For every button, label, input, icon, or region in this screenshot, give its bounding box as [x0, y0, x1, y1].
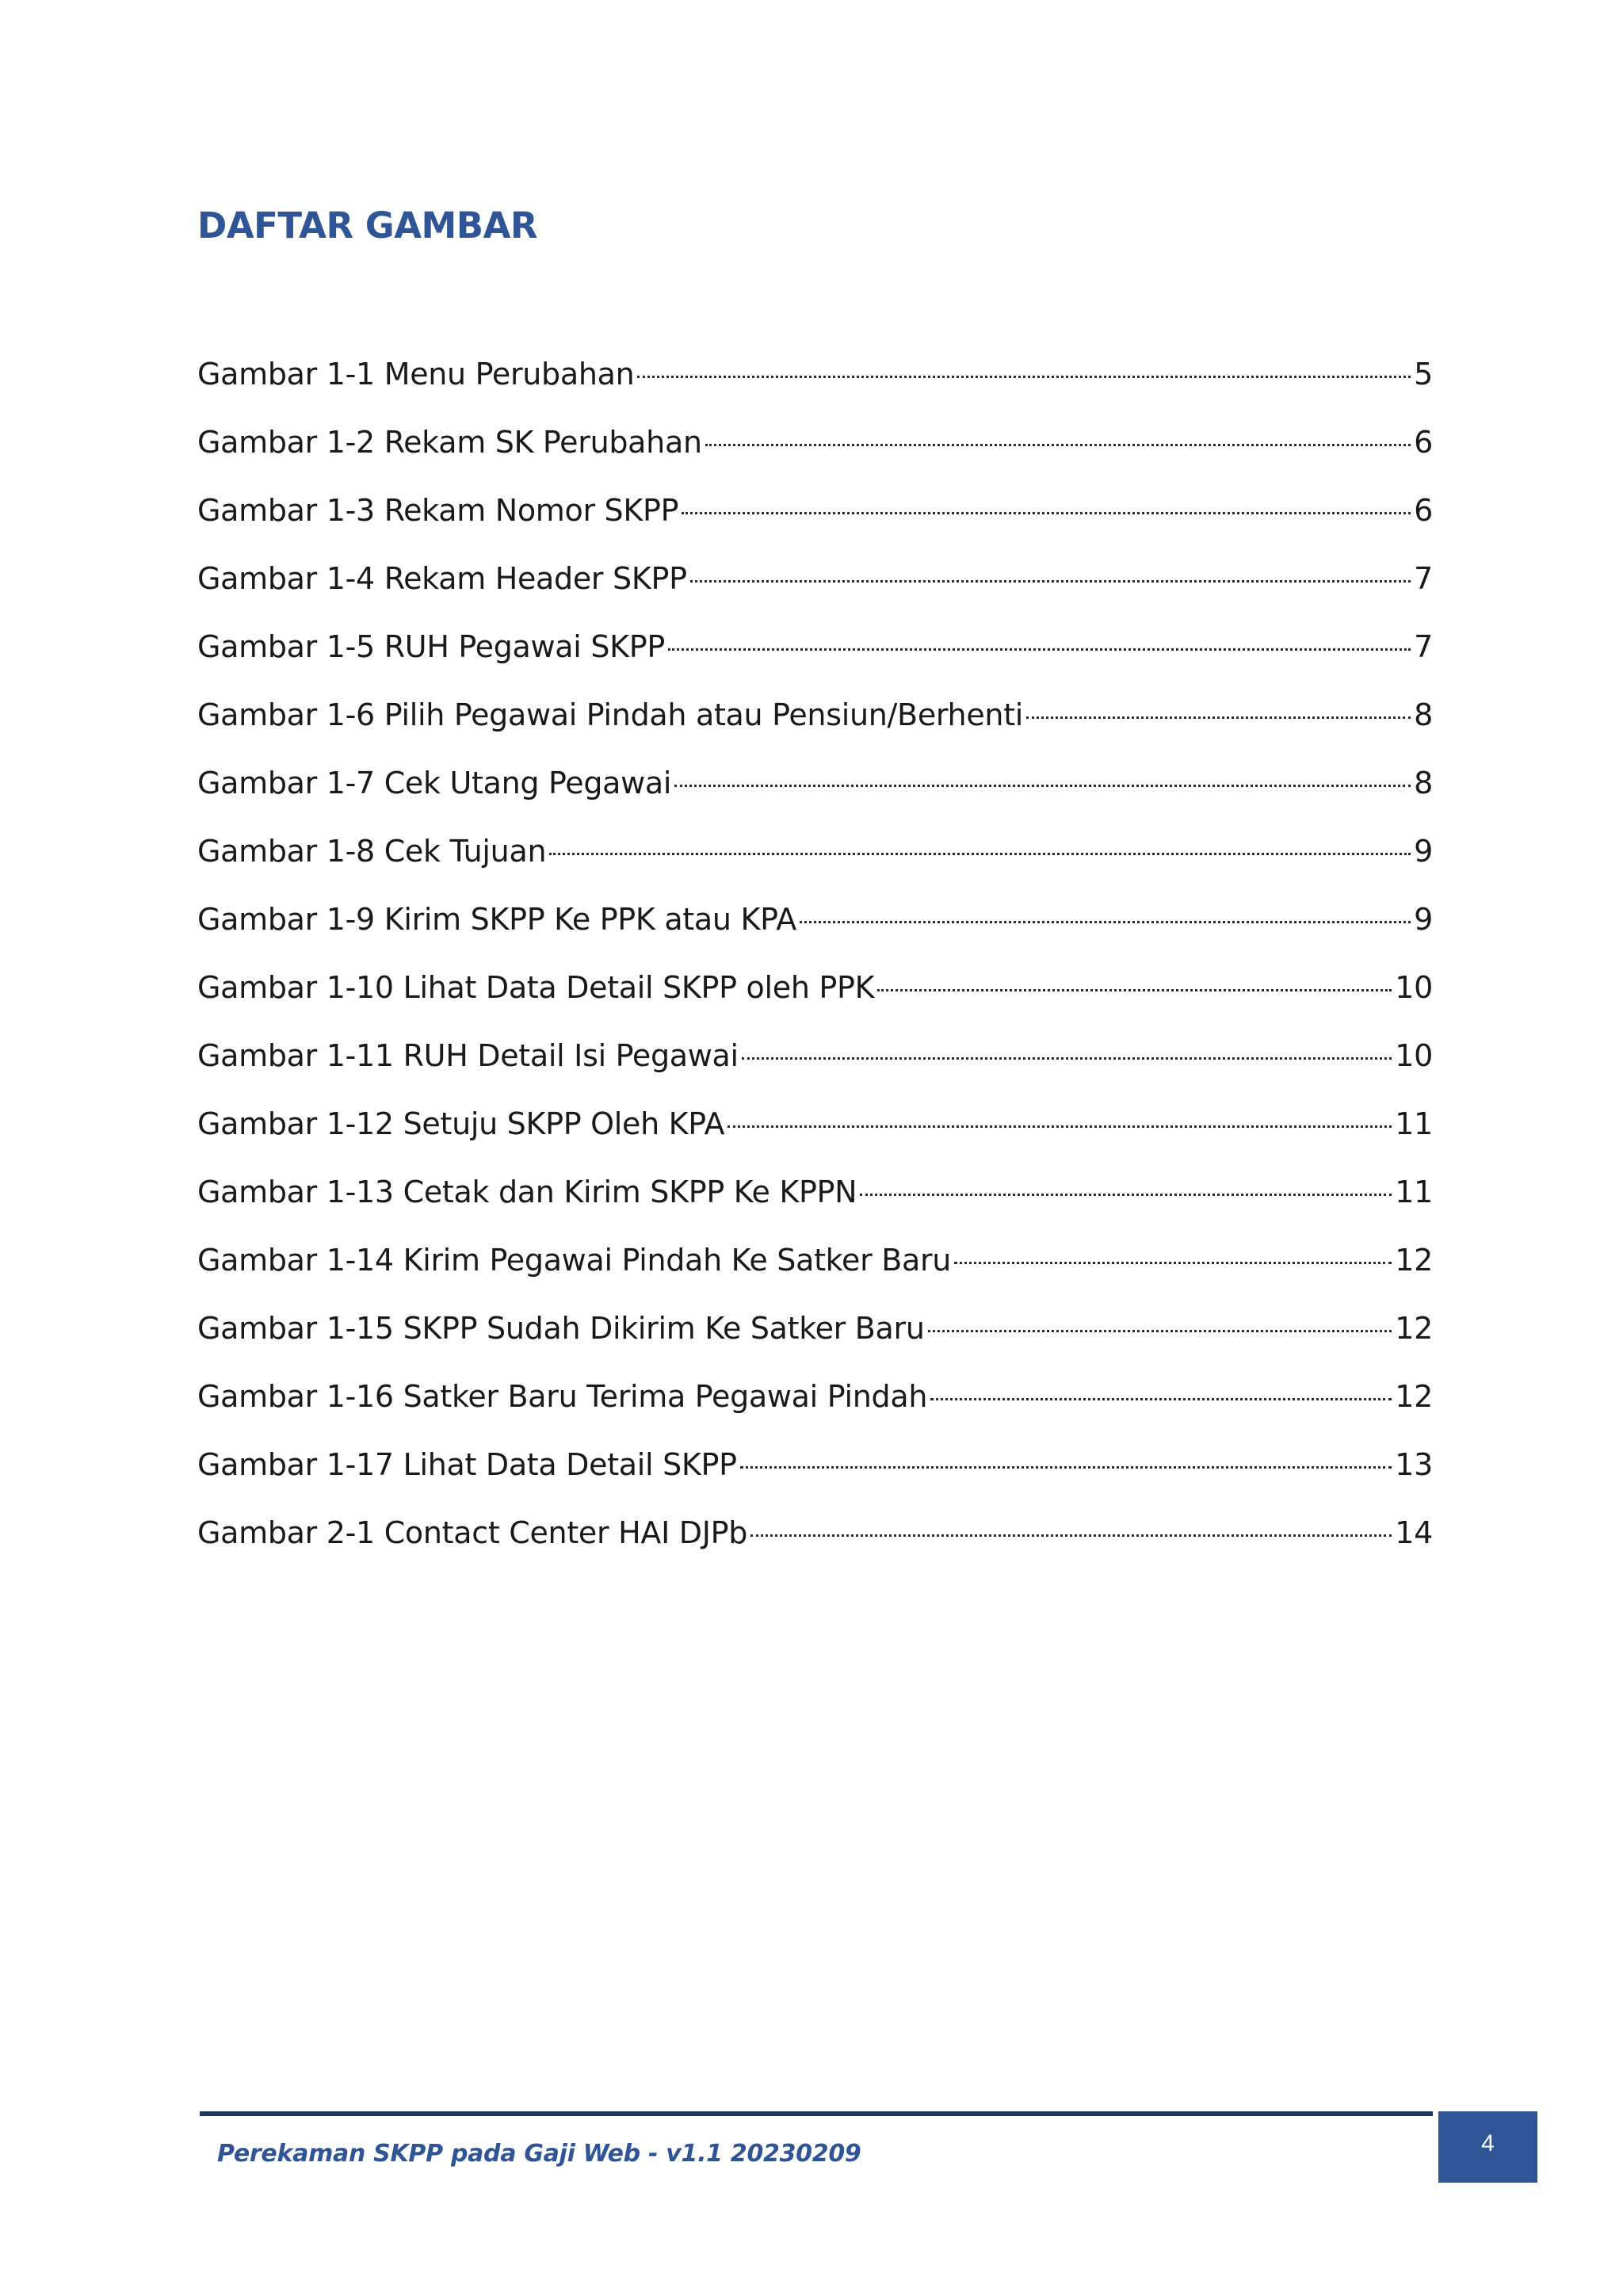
toc-entry[interactable] — [197, 1038, 1433, 1106]
toc-entry[interactable] — [197, 902, 1433, 970]
footer-rule — [200, 2111, 1433, 2116]
footer-text: Perekaman SKPP pada Gaji Web - v1.1 20230209 — [217, 2140, 861, 2168]
dot-leader — [1026, 716, 1411, 719]
page-number: 4 — [1438, 2111, 1537, 2183]
toc-entry[interactable] — [197, 1311, 1433, 1379]
dot-leader — [668, 648, 1411, 651]
toc-entry[interactable] — [197, 970, 1433, 1038]
toc-entry-page: 8 — [1414, 697, 1433, 732]
toc-entry-page: 10 — [1395, 970, 1433, 1005]
dot-leader — [800, 921, 1411, 923]
toc-entry[interactable] — [197, 697, 1433, 766]
toc-entry-label: Gambar 1-17 Lihat Data Detail SKPP — [197, 1447, 737, 1482]
dot-leader — [877, 989, 1392, 991]
toc-entry-page: 11 — [1395, 1175, 1433, 1209]
dot-leader — [750, 1534, 1392, 1537]
page-title: DAFTAR GAMBAR — [197, 204, 538, 246]
toc-entry[interactable] — [197, 1515, 1433, 1584]
dot-leader — [682, 512, 1411, 514]
toc-entry-label: Gambar 1-4 Rekam Header SKPP — [197, 561, 687, 596]
toc-entry-page: 6 — [1414, 493, 1433, 528]
toc-entry-page: 12 — [1395, 1311, 1433, 1346]
toc-entry-label: Gambar 1-15 SKPP Sudah Dikirim Ke Satker Baru — [197, 1311, 925, 1346]
toc-entry[interactable] — [197, 834, 1433, 902]
dot-leader — [742, 1057, 1392, 1060]
toc-entry-page: 9 — [1414, 902, 1433, 937]
toc-entry-page: 9 — [1414, 834, 1433, 869]
toc-entry[interactable] — [197, 1379, 1433, 1447]
dot-leader — [860, 1194, 1392, 1196]
toc-entry-label: Gambar 1-14 Kirim Pegawai Pindah Ke Satker Baru — [197, 1243, 952, 1278]
toc-entry-page: 13 — [1395, 1447, 1433, 1482]
dot-leader — [928, 1330, 1392, 1332]
toc-entry[interactable] — [197, 766, 1433, 834]
toc-entry-page: 8 — [1414, 766, 1433, 800]
toc-entry-page: 6 — [1414, 425, 1433, 460]
toc-entry-label: Gambar 1-1 Menu Perubahan — [197, 357, 635, 392]
toc-entry-label: Gambar 1-9 Kirim SKPP Ke PPK atau KPA — [197, 902, 796, 937]
toc-entry[interactable] — [197, 1243, 1433, 1311]
dot-leader — [954, 1262, 1392, 1264]
toc-entry[interactable] — [197, 1447, 1433, 1515]
toc-entry-label: Gambar 2-1 Contact Center HAI DJPb — [197, 1515, 748, 1550]
toc-entry[interactable] — [197, 425, 1433, 493]
toc-entry-label: Gambar 1-7 Cek Utang Pegawai — [197, 766, 672, 800]
toc-entry-page: 12 — [1395, 1379, 1433, 1414]
toc-entry[interactable] — [197, 561, 1433, 629]
toc-entry-label: Gambar 1-6 Pilih Pegawai Pindah atau Pensiun/Berhenti — [197, 697, 1024, 732]
toc-entry[interactable] — [197, 1175, 1433, 1243]
toc-entry-label: Gambar 1-13 Cetak dan Kirim SKPP Ke KPPN — [197, 1175, 857, 1209]
toc-entry[interactable] — [197, 1106, 1433, 1175]
toc-entry-page: 12 — [1395, 1243, 1433, 1278]
dot-leader — [549, 853, 1411, 855]
toc-entry-label: Gambar 1-8 Cek Tujuan — [197, 834, 547, 869]
toc-entry-label: Gambar 1-10 Lihat Data Detail SKPP oleh PPK — [197, 970, 875, 1005]
toc-entry-label: Gambar 1-5 RUH Pegawai SKPP — [197, 629, 665, 664]
toc-entry-page: 7 — [1414, 629, 1433, 664]
toc-entry-label: Gambar 1-16 Satker Baru Terima Pegawai Pindah — [197, 1379, 928, 1414]
toc-entry-page: 5 — [1414, 357, 1433, 392]
toc-entry-label: Gambar 1-11 RUH Detail Isi Pegawai — [197, 1038, 739, 1073]
dot-leader — [930, 1398, 1392, 1400]
dot-leader — [637, 376, 1411, 378]
toc-entry-label: Gambar 1-12 Setuju SKPP Oleh KPA — [197, 1106, 725, 1141]
table-of-figures — [197, 357, 1433, 1584]
dot-leader — [674, 785, 1411, 787]
dot-leader — [705, 444, 1411, 446]
toc-entry[interactable] — [197, 357, 1433, 425]
toc-entry-page: 10 — [1395, 1038, 1433, 1073]
toc-entry-page: 14 — [1395, 1515, 1433, 1550]
toc-entry-page: 11 — [1395, 1106, 1433, 1141]
dot-leader — [727, 1125, 1392, 1128]
toc-entry-page: 7 — [1414, 561, 1433, 596]
dot-leader — [740, 1466, 1392, 1469]
toc-entry-label: Gambar 1-3 Rekam Nomor SKPP — [197, 493, 679, 528]
toc-entry-label: Gambar 1-2 Rekam SK Perubahan — [197, 425, 702, 460]
toc-entry[interactable] — [197, 629, 1433, 697]
dot-leader — [690, 580, 1411, 583]
toc-entry[interactable] — [197, 493, 1433, 561]
